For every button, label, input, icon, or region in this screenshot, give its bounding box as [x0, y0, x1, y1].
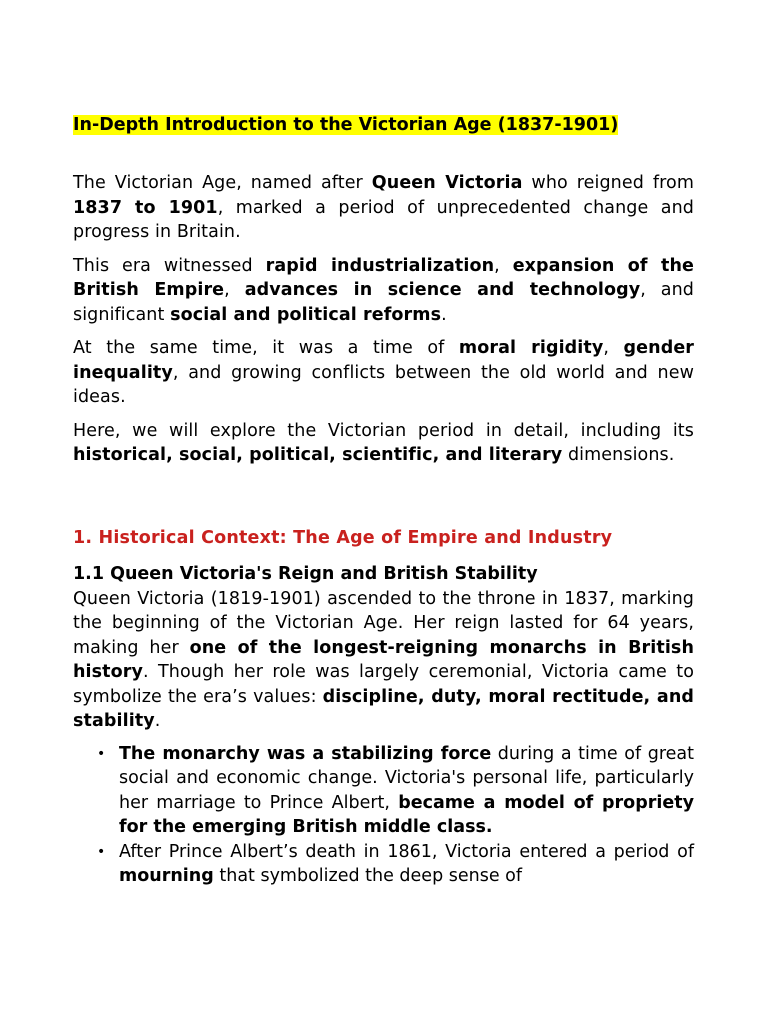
text: The Victorian Age, named after — [73, 173, 372, 193]
text: Queen Victoria (1819-1901) ascended to the throne in 1837, marking the beginning of the Victorian Age. Her reign lasted for 64 years, making her — [73, 588, 694, 658]
subsection-heading: 1.1 Queen Victoria's Reign and British Stability — [73, 563, 538, 584]
text: , — [224, 280, 245, 300]
intro-paragraph-4 — [73, 419, 694, 468]
text: that symbolized the deep sense of — [213, 866, 523, 886]
text: , and growing conflicts between the old world and new ideas. — [73, 362, 694, 407]
intro-paragraph-1 — [73, 171, 694, 245]
text: Here, we will explore the Victorian period in detail, including its — [73, 420, 694, 441]
bold-text: 1837 to 1901 — [73, 197, 218, 218]
text: . Though her role was largely ceremonial, Victoria came to symbolize the era’s values: — [73, 662, 694, 707]
text: during a time of great social and economic change. Victoria's personal life, particularly her marriage to Prince Albert, — [119, 743, 694, 813]
text: , — [494, 255, 513, 276]
bold-text: mourning — [119, 866, 214, 886]
bold-text: expansion of the British Empire — [73, 255, 695, 300]
text: , — [603, 338, 624, 358]
subsection-paragraph — [73, 587, 694, 734]
text: , and significant — [73, 280, 694, 325]
bold-text: gender inequality — [73, 338, 695, 383]
bold-text: rapid industrialization — [265, 255, 495, 276]
list-item — [73, 742, 694, 840]
text: , marked a period of unprecedented change and progress in Britain. — [73, 197, 694, 242]
bold-text: The monarchy was a stabilizing force — [119, 743, 492, 764]
bullet-icon: • — [97, 745, 106, 762]
document-page — [73, 112, 694, 889]
bold-text: discipline, duty, moral rectitude, and stability — [73, 686, 694, 731]
text: who reigned from — [522, 173, 694, 193]
bold-text: became a model of propriety for the emerging British middle class. — [119, 792, 694, 837]
bullet-list — [73, 742, 694, 889]
intro-paragraph-2 — [73, 254, 694, 328]
intro-paragraph-3 — [73, 336, 694, 410]
list-item — [73, 840, 694, 889]
text: dimensions. — [562, 445, 675, 465]
text: This era witnessed — [73, 255, 266, 276]
text: At the same time, it was a time of — [73, 338, 459, 358]
bullet-icon: • — [97, 843, 106, 860]
document-title: In-Depth Introduction to the Victorian Age (1837-1901) — [73, 115, 619, 135]
bold-text: one of the longest-reigning monarchs in British history — [73, 637, 695, 682]
section-heading: 1. Historical Context: The Age of Empire and Industry — [73, 527, 613, 548]
text: After Prince Albert’s death in 1861, Victoria entered a period of — [119, 841, 694, 862]
bold-text: moral rigidity — [458, 338, 604, 358]
bold-text: historical, social, political, scientific, and literary — [73, 445, 563, 465]
bold-text: social and political reforms — [170, 304, 442, 325]
title-wrap — [73, 112, 694, 138]
bold-text: advances in science and technology — [244, 280, 641, 300]
bold-text: Queen Victoria — [371, 173, 523, 193]
text: . — [441, 304, 447, 325]
text: . — [154, 711, 161, 731]
